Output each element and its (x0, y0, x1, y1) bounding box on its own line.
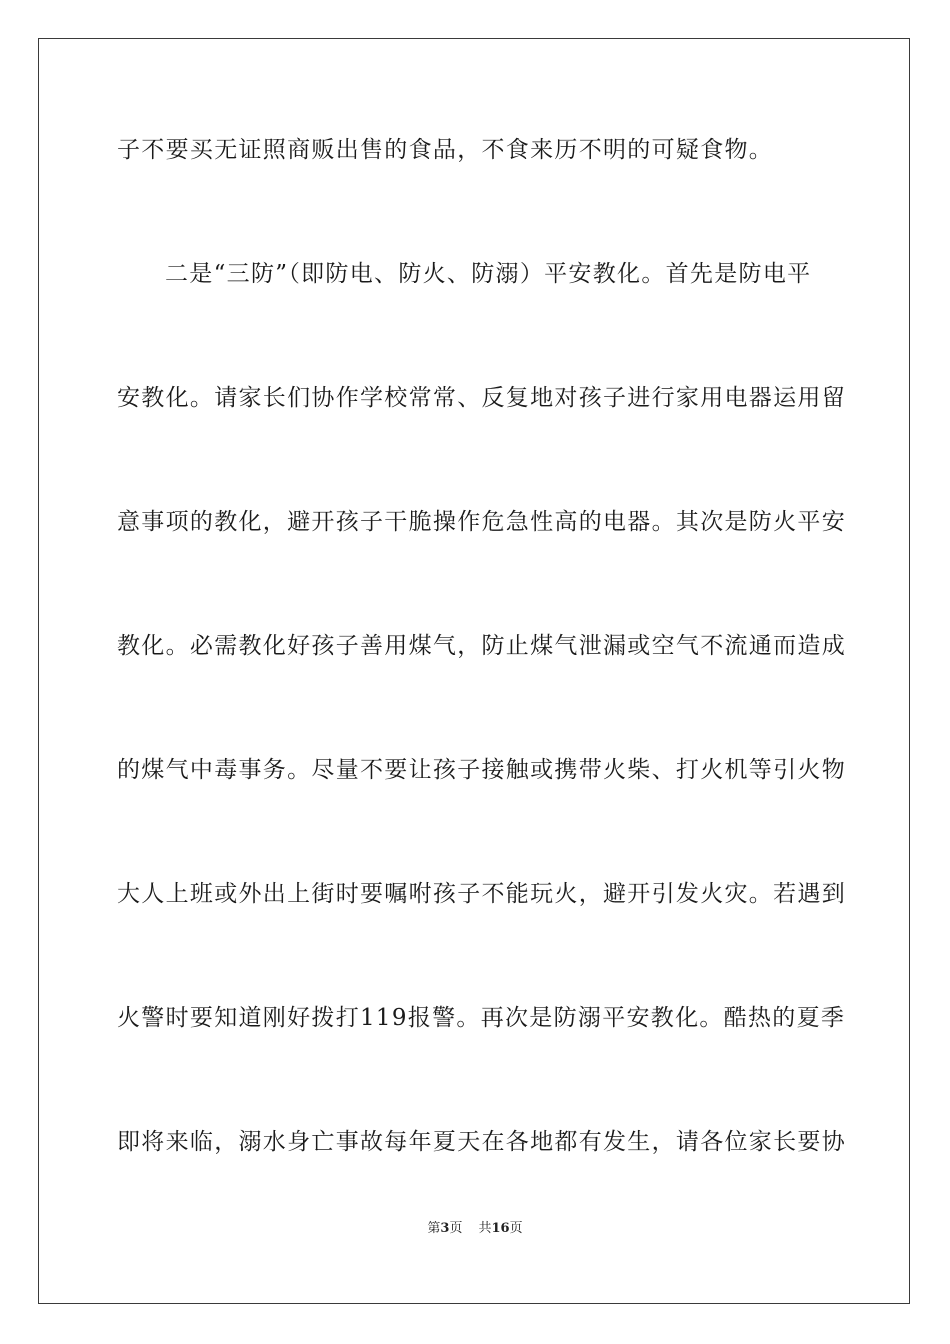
page-suffix: 页 (449, 1221, 463, 1236)
page-prefix: 第 (427, 1221, 441, 1236)
paragraph-line-6: 的煤气中毒事务。尽量不要让孩子接触或携带火柴、打火机等引火物 (117, 757, 846, 783)
total-pages: 16 (491, 1221, 510, 1236)
paragraph-line-9: 即将来临，溺水身亡事故每年夏天在各地都有发生，请各位家长要协 (117, 1129, 846, 1155)
paragraph-line-7: 大人上班或外出上街时要嘱咐孩子不能玩火，避开引发火灾。若遇到 (117, 881, 846, 907)
paragraph-line-2: 二是“三防”（即防电、防火、防溺）平安教化。首先是防电平 (165, 261, 812, 287)
paragraph-line-8: 火警时要知道刚好拨打119报警。再次是防溺平安教化。酷热的夏季 (117, 1005, 846, 1031)
paragraph-line-3: 安教化。请家长们协作学校常常、反复地对孩子进行家用电器运用留 (117, 385, 846, 411)
page-number: 3 (440, 1221, 450, 1236)
paragraph-line-4: 意事项的教化，避开孩子干脆操作危急性高的电器。其次是防火平安 (117, 509, 846, 535)
page-footer (0, 1220, 950, 1238)
total-suffix: 页 (509, 1221, 523, 1236)
total-prefix: 共 (478, 1221, 492, 1236)
page-border (38, 38, 910, 1304)
paragraph-line-1: 子不要买无证照商贩出售的食品，不食来历不明的可疑食物。 (117, 137, 774, 163)
paragraph-line-5: 教化。必需教化好孩子善用煤气，防止煤气泄漏或空气不流通而造成 (117, 633, 846, 659)
